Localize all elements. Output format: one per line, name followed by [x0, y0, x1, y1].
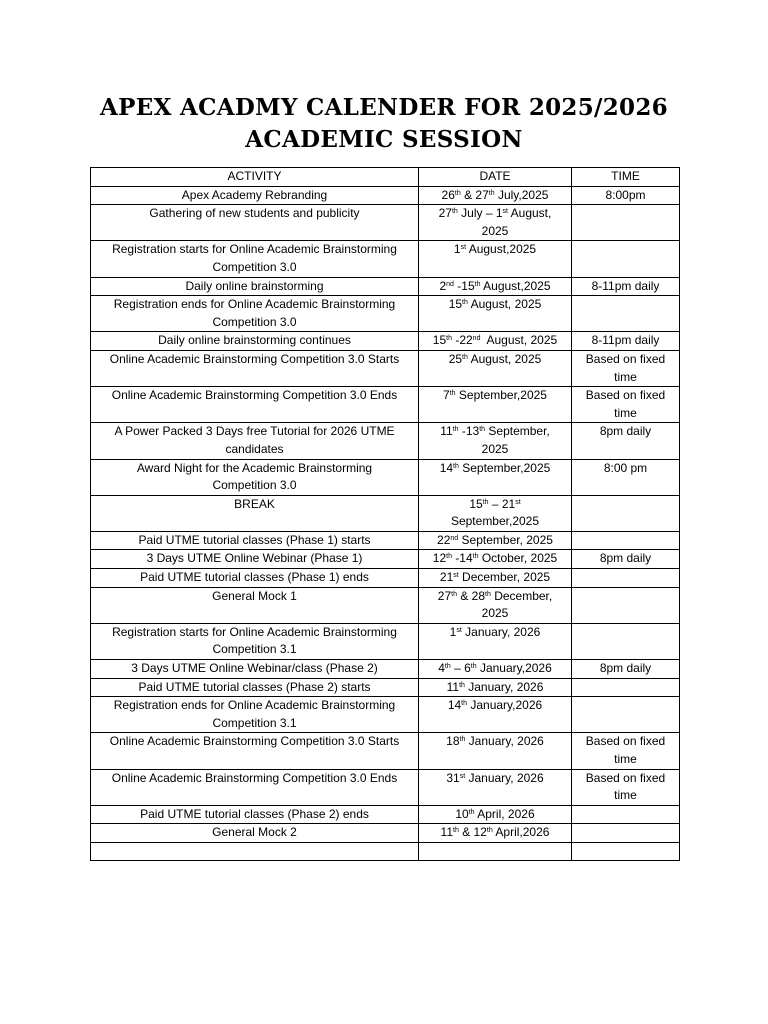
cell-time: 8pm daily: [572, 660, 680, 679]
table-row: [91, 805, 680, 824]
calendar-table: [90, 167, 680, 861]
cell-date: 14th September,2025: [419, 459, 572, 495]
cell-time: [572, 587, 680, 623]
cell-time: 8:00 pm: [572, 459, 680, 495]
table-row: [91, 569, 680, 588]
cell-activity: Paid UTME tutorial classes (Phase 1) ends: [91, 569, 419, 588]
cell-activity: Paid UTME tutorial classes (Phase 1) starts: [91, 531, 419, 550]
header-date: DATE: [419, 168, 572, 187]
table-row: [91, 660, 680, 679]
cell-time: [572, 805, 680, 824]
cell-activity: Paid UTME tutorial classes (Phase 2) starts: [91, 678, 419, 697]
document-title: [0, 92, 768, 156]
table-row: [91, 531, 680, 550]
table-row: [91, 587, 680, 623]
cell-date: 11th & 12th April,2026: [419, 824, 572, 843]
cell-date: 27th & 28th December, 2025: [419, 587, 572, 623]
table-row: [91, 350, 680, 386]
cell-date: 1st August,2025: [419, 241, 572, 277]
table-row: [91, 678, 680, 697]
cell-time: [572, 531, 680, 550]
cell-date: 2nd -15th August,2025: [419, 277, 572, 296]
cell-activity: Daily online brainstorming continues: [91, 332, 419, 351]
cell-date: 15th August, 2025: [419, 296, 572, 332]
table-row: [91, 824, 680, 843]
cell-date: 7th September,2025: [419, 387, 572, 423]
cell-date: 31st January, 2026: [419, 769, 572, 805]
cell-time: [572, 569, 680, 588]
cell-time: [572, 296, 680, 332]
cell-activity: Daily online brainstorming: [91, 277, 419, 296]
cell-activity: Gathering of new students and publicity: [91, 205, 419, 241]
table-row: [91, 296, 680, 332]
table-row: [91, 241, 680, 277]
cell-date: 26th & 27th July,2025: [419, 186, 572, 205]
cell-activity: Online Academic Brainstorming Competition 3.0 Ends: [91, 387, 419, 423]
cell-date: [419, 842, 572, 860]
cell-activity: Registration ends for Online Academic Brainstorming Competition 3.1: [91, 697, 419, 733]
cell-date: 12th -14th October, 2025: [419, 550, 572, 569]
table-row: [91, 423, 680, 459]
cell-time: 8pm daily: [572, 423, 680, 459]
table-row: [91, 733, 680, 769]
cell-date: 22nd September, 2025: [419, 531, 572, 550]
table-row: [91, 459, 680, 495]
cell-time: [572, 697, 680, 733]
cell-date: 14th January,2026: [419, 697, 572, 733]
cell-activity: A Power Packed 3 Days free Tutorial for 2026 UTME candidates: [91, 423, 419, 459]
cell-activity: Online Academic Brainstorming Competition 3.0 Starts: [91, 733, 419, 769]
cell-time: [572, 824, 680, 843]
cell-time: 8-11pm daily: [572, 277, 680, 296]
table-header-row: [91, 168, 680, 187]
cell-activity: Registration starts for Online Academic Brainstorming Competition 3.1: [91, 623, 419, 659]
table-row: [91, 842, 680, 860]
cell-date: 21st December, 2025: [419, 569, 572, 588]
table-row: [91, 623, 680, 659]
cell-time: Based on fixed time: [572, 733, 680, 769]
cell-time: Based on fixed time: [572, 350, 680, 386]
cell-time: Based on fixed time: [572, 769, 680, 805]
cell-time: 8-11pm daily: [572, 332, 680, 351]
cell-time: [572, 842, 680, 860]
table-row: [91, 186, 680, 205]
table-row: [91, 697, 680, 733]
header-time: TIME: [572, 168, 680, 187]
cell-time: [572, 241, 680, 277]
cell-activity: Paid UTME tutorial classes (Phase 2) ends: [91, 805, 419, 824]
cell-activity: [91, 842, 419, 860]
cell-time: [572, 678, 680, 697]
table-row: [91, 550, 680, 569]
table-body: [91, 186, 680, 860]
cell-date: 25th August, 2025: [419, 350, 572, 386]
cell-activity: 3 Days UTME Online Webinar/class (Phase 2): [91, 660, 419, 679]
cell-date: 18th January, 2026: [419, 733, 572, 769]
table-row: [91, 205, 680, 241]
cell-time: Based on fixed time: [572, 387, 680, 423]
table-row: [91, 277, 680, 296]
cell-activity: Registration starts for Online Academic Brainstorming Competition 3.0: [91, 241, 419, 277]
cell-time: [572, 205, 680, 241]
cell-date: 1st January, 2026: [419, 623, 572, 659]
cell-activity: Award Night for the Academic Brainstorming Competition 3.0: [91, 459, 419, 495]
cell-activity: 3 Days UTME Online Webinar (Phase 1): [91, 550, 419, 569]
cell-time: [572, 623, 680, 659]
cell-date: 15th -22nd August, 2025: [419, 332, 572, 351]
table-row: [91, 495, 680, 531]
table-row: [91, 769, 680, 805]
cell-date: 11th -13th September, 2025: [419, 423, 572, 459]
title-line-1: APEX ACADMY CALENDER FOR 2025/2026: [100, 94, 668, 121]
table-row: [91, 332, 680, 351]
cell-date: 27th July – 1st August, 2025: [419, 205, 572, 241]
cell-date: 4th – 6th January,2026: [419, 660, 572, 679]
table-row: [91, 387, 680, 423]
cell-activity: Apex Academy Rebranding: [91, 186, 419, 205]
cell-time: [572, 495, 680, 531]
cell-date: 11th January, 2026: [419, 678, 572, 697]
cell-activity: Online Academic Brainstorming Competition 3.0 Ends: [91, 769, 419, 805]
cell-time: 8pm daily: [572, 550, 680, 569]
header-activity: ACTIVITY: [91, 168, 419, 187]
cell-date: 15th – 21st September,2025: [419, 495, 572, 531]
cell-activity: Registration ends for Online Academic Brainstorming Competition 3.0: [91, 296, 419, 332]
title-line-2: ACADEMIC SESSION: [245, 126, 523, 153]
cell-date: 10th April, 2026: [419, 805, 572, 824]
cell-activity: BREAK: [91, 495, 419, 531]
cell-activity: General Mock 2: [91, 824, 419, 843]
cell-activity: General Mock 1: [91, 587, 419, 623]
cell-time: 8:00pm: [572, 186, 680, 205]
cell-activity: Online Academic Brainstorming Competition 3.0 Starts: [91, 350, 419, 386]
